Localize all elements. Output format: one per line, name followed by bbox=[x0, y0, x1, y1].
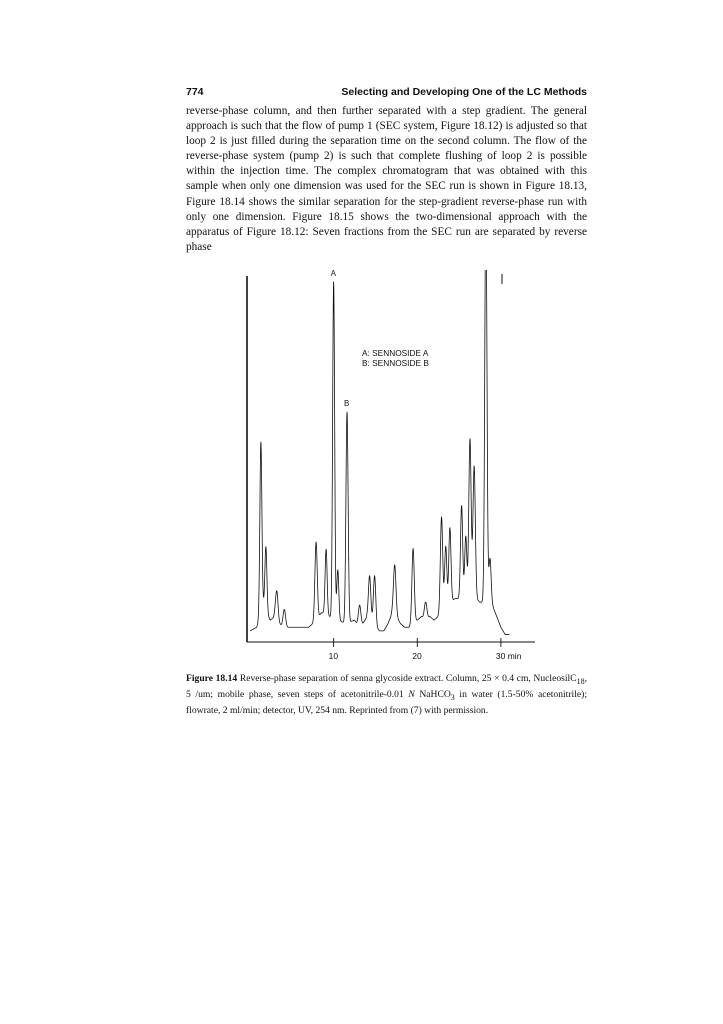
caption-text-4: in water (1.5-50% acetonitrile); flowrate, 2 ml/min; detector, UV, 254 nm. Reprinted from (7) with permission. bbox=[186, 689, 587, 716]
page-header bbox=[186, 86, 587, 100]
peak-label-b: B bbox=[344, 399, 350, 409]
caption-label: Figure 18.14 bbox=[186, 673, 238, 684]
caption-text-3: NaHCO bbox=[414, 689, 451, 700]
legend-sennoside-a: A: SENNOSIDE A bbox=[362, 348, 429, 358]
chromatogram-figure bbox=[240, 270, 550, 665]
figure-caption bbox=[186, 672, 587, 717]
x-tick-label: 10 bbox=[328, 651, 339, 661]
running-head: Selecting and Developing One of the LC Methods bbox=[341, 86, 587, 98]
caption-subscript-2: 3 bbox=[450, 692, 455, 702]
chromatogram-trace bbox=[250, 270, 509, 634]
x-tick-label: 30 min bbox=[495, 651, 522, 661]
peak-label-a: A bbox=[330, 270, 336, 278]
body-paragraph: reverse-phase column, and then further separated with a step gradient. The general approach is such that the flow of pump 1 (SEC system, Figure 18.12) is adjusted so that loop 2 is just filled during the separation time on the second column. The flow of the reverse-phase system (pump 2) is such that complete flushing of loop 2 is possible within the injection time. The complex chromatogram that was obtained with this sample when only one dimension was used for the SEC run is shown in Figure 18.13, Figure 18.14 shows the similar separation for the step-gradient reverse-phase run with only one dimension. Figure 18.15 shows the two-dimensional approach with the apparatus of Figure 18.12: Seven fractions from the SEC run are separated by reverse phase bbox=[186, 105, 587, 253]
caption-text-2: , 5 /um; mobile phase, seven steps of acetonitrile-0.01 bbox=[186, 673, 587, 700]
caption-text-1: Reverse-phase separation of senna glycoside extract. Column, 25 × 0.4 cm, NucleosilC bbox=[237, 673, 577, 684]
caption-italic-n: N bbox=[408, 689, 415, 700]
page-number: 774 bbox=[186, 86, 204, 98]
legend-sennoside-b: B: SENNOSIDE B bbox=[362, 358, 429, 368]
chromatogram-chart bbox=[240, 270, 550, 665]
caption-subscript: 18 bbox=[576, 676, 585, 686]
x-tick-label: 20 bbox=[412, 651, 422, 661]
